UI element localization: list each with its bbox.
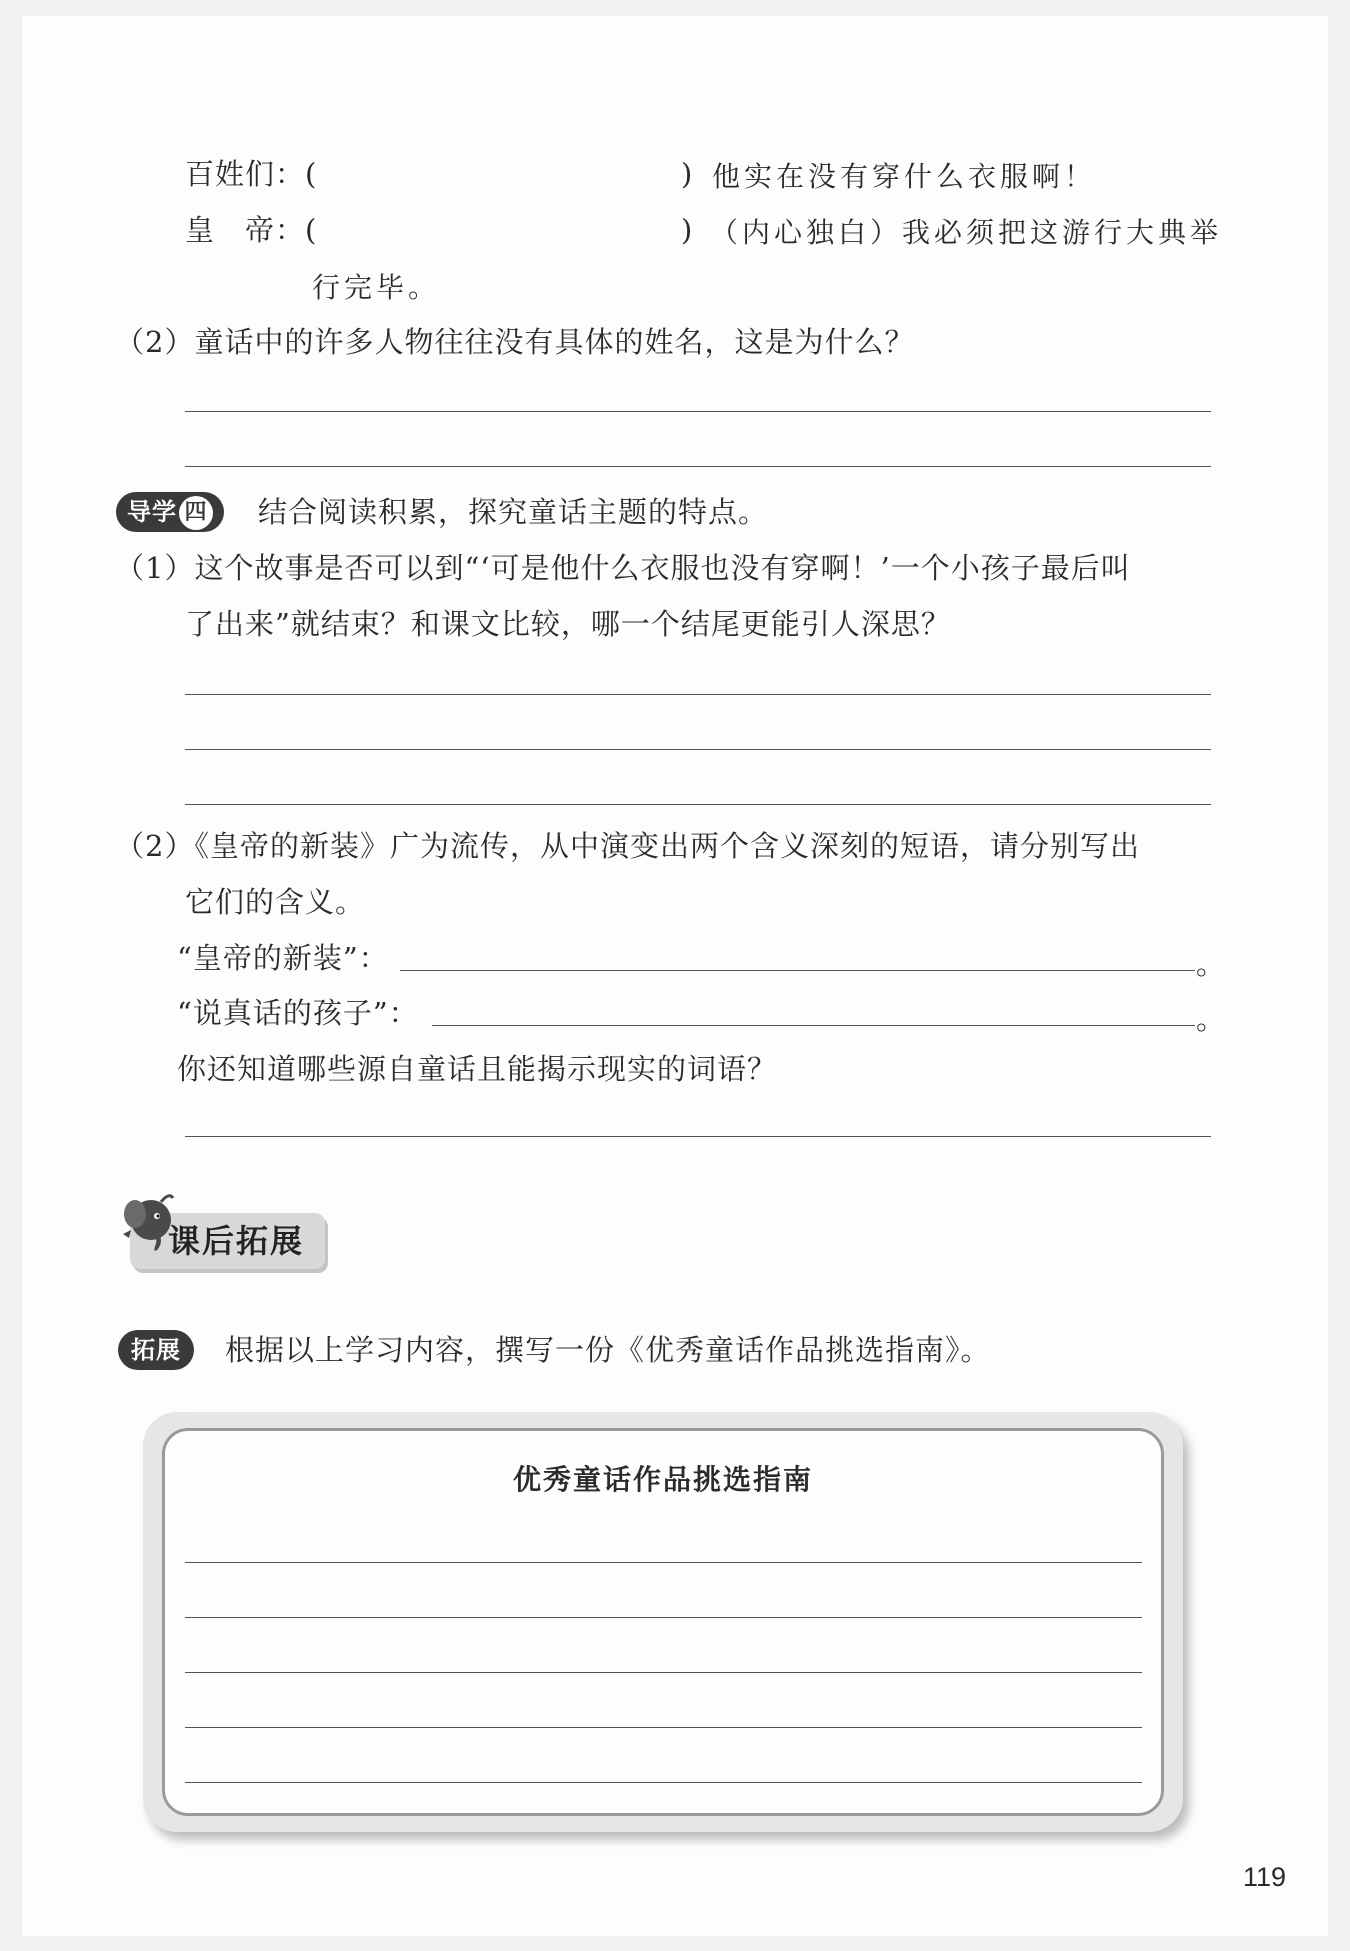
answer-line[interactable]	[400, 970, 1195, 971]
elephant-icon	[117, 1190, 179, 1256]
phrase-truthful-child: “说真话的孩子”：	[177, 996, 419, 1030]
s4-question-3: 你还知道哪些源自童话且能揭示现实的词语？	[177, 1052, 778, 1086]
s4-question-2-line2: 它们的含义。	[185, 885, 366, 919]
extension-badge	[118, 1330, 194, 1370]
answer-line[interactable]	[185, 749, 1211, 750]
period: 。	[1196, 947, 1227, 981]
answer-line[interactable]	[185, 694, 1211, 695]
extension-instruction: 根据以上学习内容，撰写一份《优秀童话作品挑选指南》。	[225, 1333, 991, 1367]
extension-badge-label: 拓展	[131, 1336, 181, 1364]
guide-title: 优秀童话作品挑选指南	[512, 1463, 813, 1496]
emperor-label: 皇 帝：(	[185, 213, 318, 247]
section-badge-label: 导学	[127, 498, 177, 526]
answer-line[interactable]	[185, 804, 1211, 805]
question-2: （2）童话中的许多人物往往没有具体的姓名，这是为什么？	[115, 325, 915, 359]
emperor-line: （内心独白）我必须把这游行大典举	[710, 216, 1223, 249]
section-heading: 结合阅读积累，探究童话主题的特点。	[258, 495, 769, 529]
extension-tab-label: 课后拓展	[168, 1222, 305, 1260]
phrase-emperor-new-clothes: “皇帝的新装”：	[177, 941, 389, 975]
writing-line[interactable]	[185, 1617, 1142, 1618]
s4-question-2-line1: （2）《皇帝的新装》广为流传，从中演变出两个含义深刻的短语，请分别写出	[115, 829, 1140, 863]
writing-line[interactable]	[185, 1672, 1142, 1673]
section-badge	[116, 492, 224, 532]
answer-line[interactable]	[185, 466, 1211, 467]
people-paren-close: )	[681, 157, 694, 191]
people-label: 百姓们：(	[185, 157, 318, 191]
period: 。	[1196, 1002, 1227, 1036]
page-number: 119	[1243, 1862, 1287, 1892]
writing-line[interactable]	[185, 1562, 1142, 1563]
s4-question-1-line2: 了出来”就结束？和课文比较，哪一个结尾更能引人深思？	[185, 607, 951, 641]
answer-line[interactable]	[432, 1025, 1195, 1026]
emperor-paren-close: )	[681, 213, 694, 247]
s4-question-1-line1: （1）这个故事是否可以到“‘可是他什么衣服也没有穿啊！’一个小孩子最后叫	[115, 551, 1131, 585]
answer-line[interactable]	[185, 1136, 1211, 1137]
emperor-line-cont: 行完毕。	[312, 271, 441, 304]
writing-line[interactable]	[185, 1727, 1142, 1728]
answer-line[interactable]	[185, 411, 1211, 412]
writing-line[interactable]	[185, 1782, 1142, 1783]
section-badge-number: 四	[179, 496, 213, 530]
people-line: 他实在没有穿什么衣服啊！	[712, 160, 1097, 193]
